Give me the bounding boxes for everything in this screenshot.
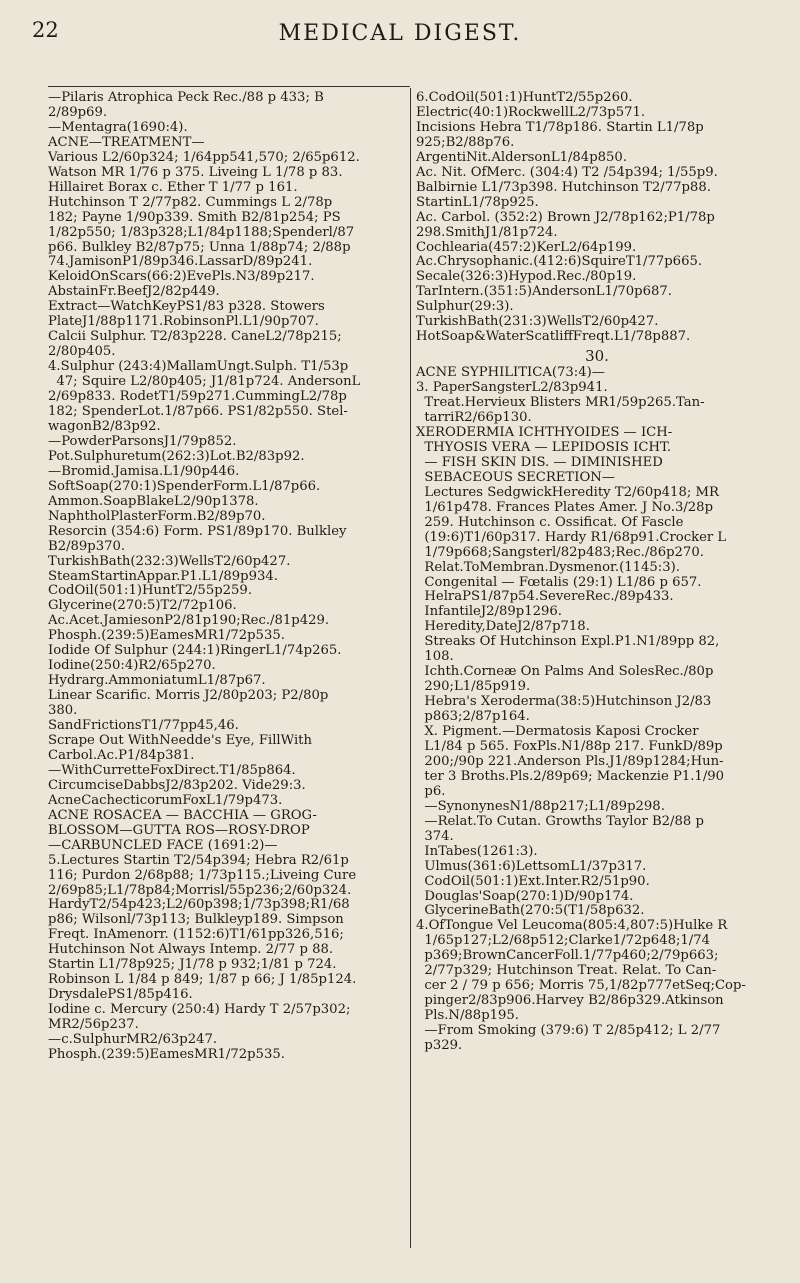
index-line: 6.CodOil(501:1)HuntT2/55p260. bbox=[416, 91, 633, 105]
index-line: TurkishBath(231:3)WellsT2/60p427. bbox=[416, 315, 659, 330]
index-line: L1/84 p 565. FoxPls.N1/88p 217. FunkD/89p bbox=[416, 739, 723, 754]
index-line: Hillairet Borax c. Ether T 1/77 p 161. bbox=[48, 180, 298, 195]
index-line: Iodine c. Mercury (250:4) Hardy T 2/57p302; bbox=[48, 1003, 351, 1018]
index-line: 2/77p329; Hutchinson Treat. Relat. To Can- bbox=[416, 964, 717, 979]
index-line: HelraPS1/87p54.SevereRec./89p433. bbox=[416, 590, 674, 605]
index-line: —c.SulphurMR2/63p247. bbox=[48, 1033, 218, 1048]
index-line: 4.Sulphur (243:4)MallamUngt.Sulph. T1/53p bbox=[48, 360, 349, 375]
header-rule bbox=[48, 86, 410, 87]
index-line: 259. Hutchinson c. Ossificat. Of Fascle bbox=[416, 515, 684, 530]
index-line: wagonB2/83p92. bbox=[48, 419, 161, 434]
index-line: Ac.Chrysophanic.(412:6)SquireT1/77p665. bbox=[416, 255, 703, 270]
index-line: 290;L1/85p919. bbox=[416, 680, 531, 695]
index-line: Extract—WatchKeyPS1/83 p328. Stowers bbox=[48, 300, 325, 315]
index-line: —SynonynesN1/88p217;L1/89p298. bbox=[416, 799, 665, 814]
index-line: X. Pigment.—Dermatosis Kaposi Crocker bbox=[416, 725, 699, 740]
index-line: Balbirnie L1/73p398. Hutchinson T2/77p88. bbox=[416, 180, 711, 195]
index-line: p6. bbox=[416, 784, 446, 799]
index-line: 116; Purdon 2/68p88; 1/73p115.;Liveing Cure bbox=[48, 868, 357, 883]
index-line: 108. bbox=[416, 650, 454, 665]
index-line: Linear Scarific. Morris J2/80p203; P2/80p bbox=[48, 689, 329, 704]
index-line: 1/61p478. Frances Plates Amer. J No.3/28p bbox=[416, 500, 714, 515]
index-line: CircumciseDabbsJ2/83p202. Vide29:3. bbox=[48, 778, 306, 793]
index-line: SoftSoap(270:1)SpenderForm.L1/87p66. bbox=[48, 479, 321, 494]
index-line: InTabes(1261:3). bbox=[416, 844, 538, 859]
index-line: Startin L1/78p925; J1/78 p 932;1/81 p 724. bbox=[48, 958, 337, 973]
index-line: 1/79p668;Sangsterl/82p483;Rec./86p270. bbox=[416, 545, 704, 560]
index-line: Hydrarg.AmmoniatumL1/87p67. bbox=[48, 674, 266, 689]
index-line: Scrape Out WithNeedde's Eye, FillWith bbox=[48, 733, 312, 748]
index-line: Ulmus(361:6)LettsomL1/37p317. bbox=[416, 859, 647, 874]
index-line: 1/82p550; 1/83p328;L1/84p1188;Spenderl/87 bbox=[48, 225, 355, 240]
index-line: DrysdalePS1/85p416. bbox=[48, 988, 193, 1003]
index-line: Robinson L 1/84 p 849; 1/87 p 66; J 1/85p124. bbox=[48, 973, 357, 988]
index-line: CodOil(501:1)HuntT2/55p259. bbox=[48, 584, 253, 599]
index-line: TurkishBath(232:3)WellsT2/60p427. bbox=[48, 554, 291, 569]
index-line: Douglas'Soap(270:1)D/90p174. bbox=[416, 889, 634, 904]
index-line: MR2/56p237. bbox=[48, 1018, 139, 1033]
index-line: tarriR2/66p130. bbox=[416, 411, 532, 426]
index-line: PlateJ1/88p1171.RobinsonPl.L1/90p707. bbox=[48, 315, 319, 330]
index-line: HotSoap&WaterScatliffFreqt.L1/78p887. bbox=[416, 330, 691, 345]
index-line: Heredity,DateJ2/87p718. bbox=[416, 620, 590, 635]
index-line: —Mentagra(1690:4). bbox=[48, 120, 188, 135]
index-line: —WithCurretteFoxDirect.T1/85p864. bbox=[48, 763, 296, 778]
index-line: 200;/90p 221.Anderson Pls.J1/89p1284;Hun- bbox=[416, 754, 724, 769]
index-line: —PowderParsonsJ1/79p852. bbox=[48, 434, 237, 449]
index-line: 2/89p69. bbox=[48, 105, 108, 120]
index-line: Ammon.SoapBlakeL2/90p1378. bbox=[48, 494, 259, 509]
index-line: Phosph.(239:5)EamesMR1/72p535. bbox=[48, 629, 285, 644]
index-line: Ichth.Corneæ On Palms And SolesRec./80p bbox=[416, 665, 714, 680]
index-line: TarIntern.(351:5)AndersonL1/70p687. bbox=[416, 285, 672, 300]
index-line: SEBACEOUS SECRETION— bbox=[416, 470, 615, 485]
index-line: Electric(40:1)RockwellL2/73p571. bbox=[416, 105, 646, 120]
column-divider bbox=[410, 88, 411, 1248]
index-line: Various L2/60p324; 1/64pp541,570; 2/65p612. bbox=[48, 150, 360, 165]
index-line: NaphtholPlasterForm.B2/89p70. bbox=[48, 509, 266, 524]
index-line: pinger2/83p906.Harvey B2/86p329.Atkinson bbox=[416, 994, 724, 1009]
index-line: cer 2 / 79 p 656; Morris 75,1/82p777etSeq;Cop- bbox=[416, 979, 746, 994]
right-column bbox=[416, 91, 778, 1054]
index-line: Sulphur(29:3). bbox=[416, 300, 514, 315]
index-line: CodOil(501:1)Ext.Inter.R2/51p90. bbox=[416, 874, 650, 889]
index-line: Phosph.(239:5)EamesMR1/72p535. bbox=[48, 1048, 285, 1062]
index-line: Treat.Hervieux Blisters MR1/59p265.Tan- bbox=[416, 396, 705, 411]
index-line: ArgentiNit.AldersonL1/84p850. bbox=[416, 150, 627, 165]
index-line: Congenital — Fœtalis (29:1) L1/86 p 657. bbox=[416, 575, 702, 590]
index-line: p863;2/87p164. bbox=[416, 710, 530, 725]
index-line: 182; SpenderLot.1/87p66. PS1/82p550. Stel- bbox=[48, 405, 348, 420]
index-line: 74.JamisonP1/89p346.LassarD/89p241. bbox=[48, 255, 313, 270]
index-line: 2/69p833. RodetT1/59p271.CummingL2/78p bbox=[48, 390, 347, 405]
index-line: p86; Wilsonl/73p113; Bulkleyp189. Simpson bbox=[48, 913, 344, 928]
index-line: Iodide Of Sulphur (244:1)RingerL1/74p265. bbox=[48, 644, 342, 659]
index-line: Glycerine(270:5)T2/72p106. bbox=[48, 599, 237, 614]
index-line: Ac. Carbol. (352:2) Brown J2/78p162;P1/78p bbox=[416, 210, 715, 225]
running-title: MEDICAL DIGEST. bbox=[278, 21, 522, 46]
index-line: KeloidOnScars(66:2)EvePls.N3/89p217. bbox=[48, 270, 315, 285]
index-line: 2/69p85;L1/78p84;Morrisl/55p236;2/60p324. bbox=[48, 883, 352, 898]
index-line: 47; Squire L2/80p405; J1/81p724. AndersonL bbox=[48, 375, 361, 390]
index-line: 380. bbox=[48, 704, 78, 719]
index-line: —From Smoking (379:6) T 2/85p412; L 2/77 bbox=[416, 1024, 721, 1039]
index-line: Cochlearia(457:2)KerL2/64p199. bbox=[416, 240, 637, 255]
index-line: B2/89p370. bbox=[48, 539, 126, 554]
index-line: 374. bbox=[416, 829, 454, 844]
index-line: —Relat.To Cutan. Growths Taylor B2/88 p bbox=[416, 814, 704, 829]
index-line: Hebra's Xeroderma(38:5)Hutchinson J2/83 bbox=[416, 695, 712, 710]
index-line: AcneCachecticorumFoxL1/79p473. bbox=[48, 793, 283, 808]
index-line: GlycerineBath(270:5(T1/58p632. bbox=[416, 904, 645, 919]
index-line: Hutchinson Not Always Intemp. 2/77 p 88. bbox=[48, 943, 334, 958]
index-line: 30. bbox=[585, 349, 609, 365]
index-line: — FISH SKIN DIS. — DIMINISHED bbox=[416, 455, 663, 470]
index-line: Iodine(250:4)R2/65p270. bbox=[48, 659, 216, 674]
index-line: ter 3 Broths.Pls.2/89p69; Mackenzie P1.1/90 bbox=[416, 769, 725, 784]
index-line: —Bromid.Jamisa.L1/90p446. bbox=[48, 464, 240, 479]
index-line: BLOSSOM—GUTTA ROS—ROSY-DROP bbox=[48, 823, 310, 838]
index-line: 5.Lectures Startin T2/54p394; Hebra R2/61p bbox=[48, 853, 349, 868]
index-line: Watson MR 1/76 p 375. Liveing L 1/78 p 83. bbox=[48, 165, 343, 180]
index-line: 4.OfTongue Vel Leucoma(805:4,807:5)Hulke R bbox=[416, 919, 728, 934]
index-line: Calcii Sulphur. T2/83p228. CaneL2/78p215; bbox=[48, 330, 342, 345]
index-line: SteamStartinAppar.P1.L1/89p934. bbox=[48, 569, 278, 584]
index-line: Ac.Acet.JamiesonP2/81p190;Rec./81p429. bbox=[48, 614, 330, 629]
index-line: Streaks Of Hutchinson Expl.P1.N1/89pp 82, bbox=[416, 635, 720, 650]
index-line: InfantileJ2/89p1296. bbox=[416, 605, 562, 620]
index-line: p369;BrownCancerFoll.1/77p460;2/79p663; bbox=[416, 949, 719, 964]
index-line: StartinL1/78p925. bbox=[416, 195, 539, 210]
index-line: AbstainFr.BeefJ2/82p449. bbox=[48, 285, 220, 300]
index-line: SandFrictionsT1/77pp45,46. bbox=[48, 719, 239, 734]
index-line: 1/65p127;L2/68p512;Clarke1/72p648;1/74 bbox=[416, 934, 711, 949]
index-line: Hutchinson T 2/77p82. Cummings L 2/78p bbox=[48, 195, 333, 210]
index-line: Pls.N/88p195. bbox=[416, 1009, 520, 1024]
index-line: Ac. Nit. OfMerc. (304:4) T2 /54p394; 1/55p9. bbox=[416, 165, 718, 180]
index-line: ACNE—TREATMENT— bbox=[48, 135, 205, 150]
index-line: —Pilaris Atrophica Peck Rec./88 p 433; B bbox=[48, 91, 324, 105]
index-line: Pot.Sulphuretum(262:3)Lot.B2/83p92. bbox=[48, 449, 305, 464]
index-line: 182; Payne 1/90p339. Smith B2/81p254; PS bbox=[48, 210, 341, 225]
index-line: —CARBUNCLED FACE (1691:2)— bbox=[48, 838, 278, 853]
index-line: Carbol.Ac.P1/84p381. bbox=[48, 748, 195, 763]
index-line: p66. Bulkley B2/87p75; Unna 1/88p74; 2/88p bbox=[48, 240, 351, 255]
index-line: (19:6)T1/60p317. Hardy R1/68p91.Crocker L bbox=[416, 530, 727, 545]
index-line: Freqt. InAmenorr. (1152:6)T1/61pp326,516; bbox=[48, 928, 344, 943]
index-line: 925;B2/88p76. bbox=[416, 135, 515, 150]
index-line: Resorcin (354:6) Form. PS1/89p170. Bulkley bbox=[48, 524, 347, 539]
index-line: ACNE SYPHILITICA(73:4)— bbox=[416, 366, 605, 381]
index-line: Secale(326:3)Hypod.Rec./80p19. bbox=[416, 270, 637, 285]
index-line: Lectures SedgwickHeredity T2/60p418; MR bbox=[416, 485, 719, 500]
index-line: p329. bbox=[416, 1039, 463, 1054]
index-line: ACNE ROSACEA — BACCHIA — GROG- bbox=[48, 808, 317, 823]
index-line: XERODERMIA ICHTHYOIDES — ICH- bbox=[416, 425, 673, 440]
left-column bbox=[48, 91, 410, 1063]
index-line: 3. PaperSangsterL2/83p941. bbox=[416, 381, 608, 396]
page-number: 22 bbox=[32, 18, 59, 42]
index-line: 2/80p405. bbox=[48, 345, 116, 360]
index-line: HardyT2/54p423;L2/60p398;1/73p398;R1/68 bbox=[48, 898, 350, 913]
index-line: Incisions Hebra T1/78p186. Startin L1/78p bbox=[416, 120, 704, 135]
index-line: 298.SmithJ1/81p724. bbox=[416, 225, 558, 240]
index-line: THYOSIS VERA — LEPIDOSIS ICHT. bbox=[416, 440, 672, 455]
index-line: Relat.ToMembran.Dysmenor.(1145:3). bbox=[416, 560, 680, 575]
